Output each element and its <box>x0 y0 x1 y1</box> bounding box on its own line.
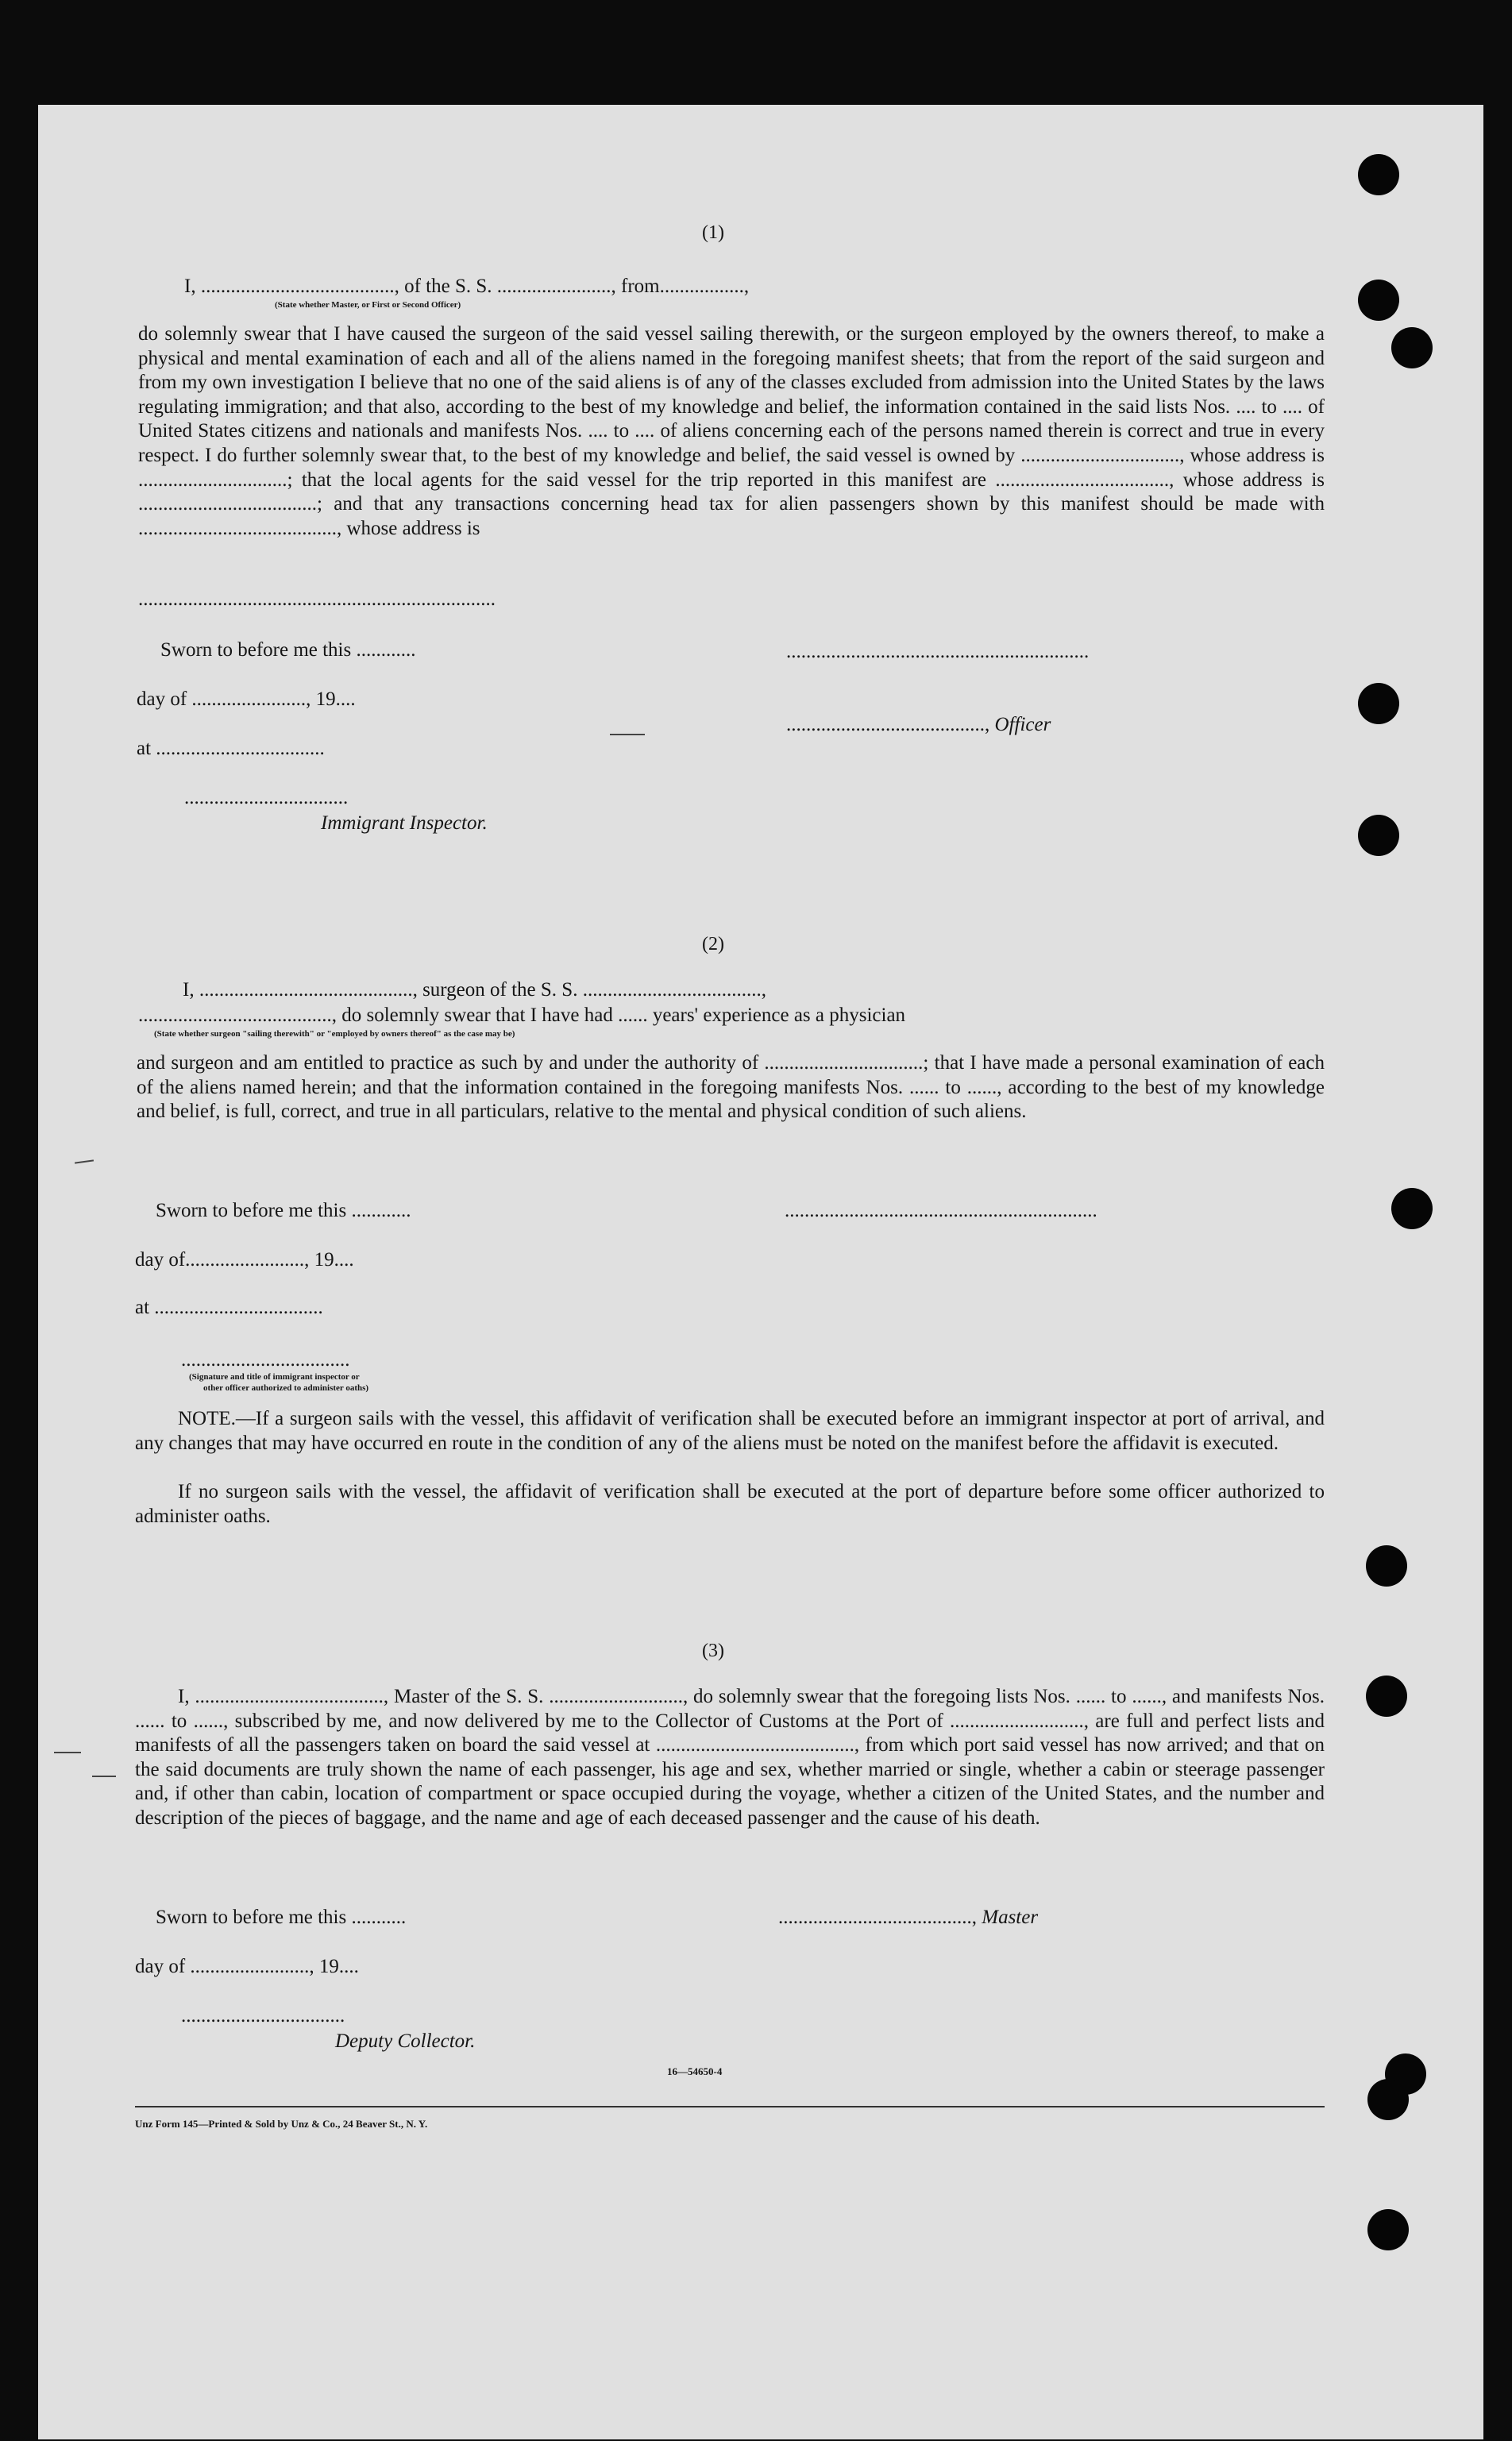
punch-hole <box>1391 327 1433 368</box>
section-2-day: day of........................, 19.... <box>135 1249 354 1271</box>
punch-hole <box>1358 154 1399 195</box>
punch-hole <box>1358 683 1399 724</box>
section-2-inspector-line: .................................. <box>181 1349 350 1371</box>
section-2-line1: I, ..........................................., surgeon of the S. S. ...................................., <box>183 979 766 1001</box>
section-3-collector-line: ................................. <box>181 2005 345 2026</box>
section-1-dots-end: ........................................................................ <box>138 588 496 610</box>
section-2-inspector-note1: (Signature and title of immigrant inspector or <box>189 1372 360 1382</box>
section-2-note-para1: NOTE.—If a surgeon sails with the vessel, this affidavit of verification shall be executed before an immigrant inspector at port of arrival, and any changes that may have occurred en route in the condition of any of the aliens must be noted on the manifest before the affidavit is executed. <box>135 1408 1325 1454</box>
section-3-master: ......................................., Master <box>778 1907 1039 1928</box>
section-2-signature-line: ............................................................... <box>785 1200 1097 1221</box>
section-1-number: (1) <box>702 222 724 243</box>
section-2-note-para2: If no surgeon sails with the vessel, the affidavit of verification shall be executed at the port of departure before some officer authorized to administer oaths. <box>135 1481 1325 1527</box>
punch-hole <box>1366 1676 1407 1717</box>
punch-hole <box>1367 2209 1409 2250</box>
punch-hole <box>1391 1188 1433 1229</box>
section-2-note: (State whether surgeon "sailing therewith" or "employed by owners thereof" as the case may be) <box>154 1029 515 1039</box>
section-1-note: (State whether Master, or First or Second Officer) <box>275 300 461 310</box>
form-number: 16—54650-4 <box>667 2065 723 2077</box>
stray-mark <box>610 734 645 735</box>
section-2-line2: ......................................., do solemnly swear that I have had ...... years' experience as a physician <box>138 1005 906 1026</box>
section-2-sworn: Sworn to before me this ............ <box>156 1200 411 1221</box>
punch-hole <box>1367 2079 1409 2120</box>
section-1-at: at .................................. <box>137 738 325 759</box>
section-3-sworn: Sworn to before me this ........... <box>156 1907 407 1928</box>
printer-imprint: Unz Form 145—Printed & Sold by Unz & Co., 24 Beaver St., N. Y. <box>135 2118 428 2130</box>
section-1-officer: ........................................, Officer <box>786 714 1051 735</box>
document-page <box>38 105 1483 2439</box>
footer-rule <box>135 2106 1325 2107</box>
section-2-body: and surgeon and am entitled to practice as such by and under the authority of ................................; that I have made a personal examination of each of the aliens named herein; and that the information contained in the foregoing manifests Nos. ...... to ......, according to the best of my knowledge and belief, is full, correct, and true in all particulars, relative to the mental and physical condition of such aliens. <box>137 1052 1325 1123</box>
section-2-at: at .................................. <box>135 1297 323 1318</box>
section-1-inspector-line: ................................. <box>184 787 349 808</box>
section-1-signature-line: ............................................................. <box>786 641 1090 662</box>
section-3-number: (3) <box>702 1641 724 1661</box>
section-3-day: day of ........................, 19.... <box>135 1956 359 1977</box>
section-1-line1: I, ......................................., of the S. S. ......................., from................., <box>184 276 750 297</box>
section-2-number: (2) <box>702 934 724 954</box>
section-2-inspector-note2: other officer authorized to administer oaths) <box>203 1383 369 1393</box>
section-3-collector: Deputy Collector. <box>335 2030 476 2052</box>
section-1-body: do solemnly swear that I have caused the surgeon of the said vessel sailing therewith, or the surgeon employed by the owners thereof, to make a physical and mental examination of each and all of the aliens named in the foregoing manifest sheets; that from the report of the said surgeon and from my own investigation I believe that no one of the said aliens is of any of the classes excluded from admission into the United States by the laws regulating immigration; and that also, according to the best of my knowledge and belief, the information contained in the said lists Nos. .... to .... of United States citizens and nationals and manifests Nos. .... to .... of aliens concerning each of the persons named therein is correct and true in every respect. I do further solemnly swear that, to the best of my knowledge and belief, the said vessel is owned by ................................, whose address is ..............................; that the local agents for the said vessel for the trip reported in this manifest are ..................................., whose address is ....................................; and that any transactions concerning head tax for alien passengers shown by this manifest should be made with ........................................, whose address is <box>138 323 1325 539</box>
margin-mark <box>92 1776 116 1777</box>
punch-hole <box>1358 815 1399 856</box>
punch-hole <box>1358 280 1399 321</box>
section-1-inspector: Immigrant Inspector. <box>321 812 488 834</box>
section-1-sworn: Sworn to before me this ............ <box>160 639 416 661</box>
punch-hole <box>1366 1545 1407 1587</box>
margin-mark <box>54 1752 81 1753</box>
margin-mark <box>75 1159 94 1163</box>
section-3-body: I, ......................................, Master of the S. S. ..........................., do solemnly swear that the foregoing lists Nos. ...... to ......, and manifests Nos. ...... to ......, subscribed by me, and now delivered by me to the Collector of Customs at the Port of ..........................., are full and perfect lists and manifests of all the passengers taken on board the said vessel at ........................................, from which port said vessel has now arrived; and that on the said documents are truly shown the name of each passenger, his age and sex, whether married or single, whether a cabin or steerage passenger and, if other than cabin, location of compartment or space occupied during the voyage, whether a citizen of the United States, and the number and description of the pieces of baggage, and the name and age of each deceased passenger and the cause of his death. <box>135 1686 1325 1829</box>
section-1-day: day of ......................., 19.... <box>137 688 356 710</box>
